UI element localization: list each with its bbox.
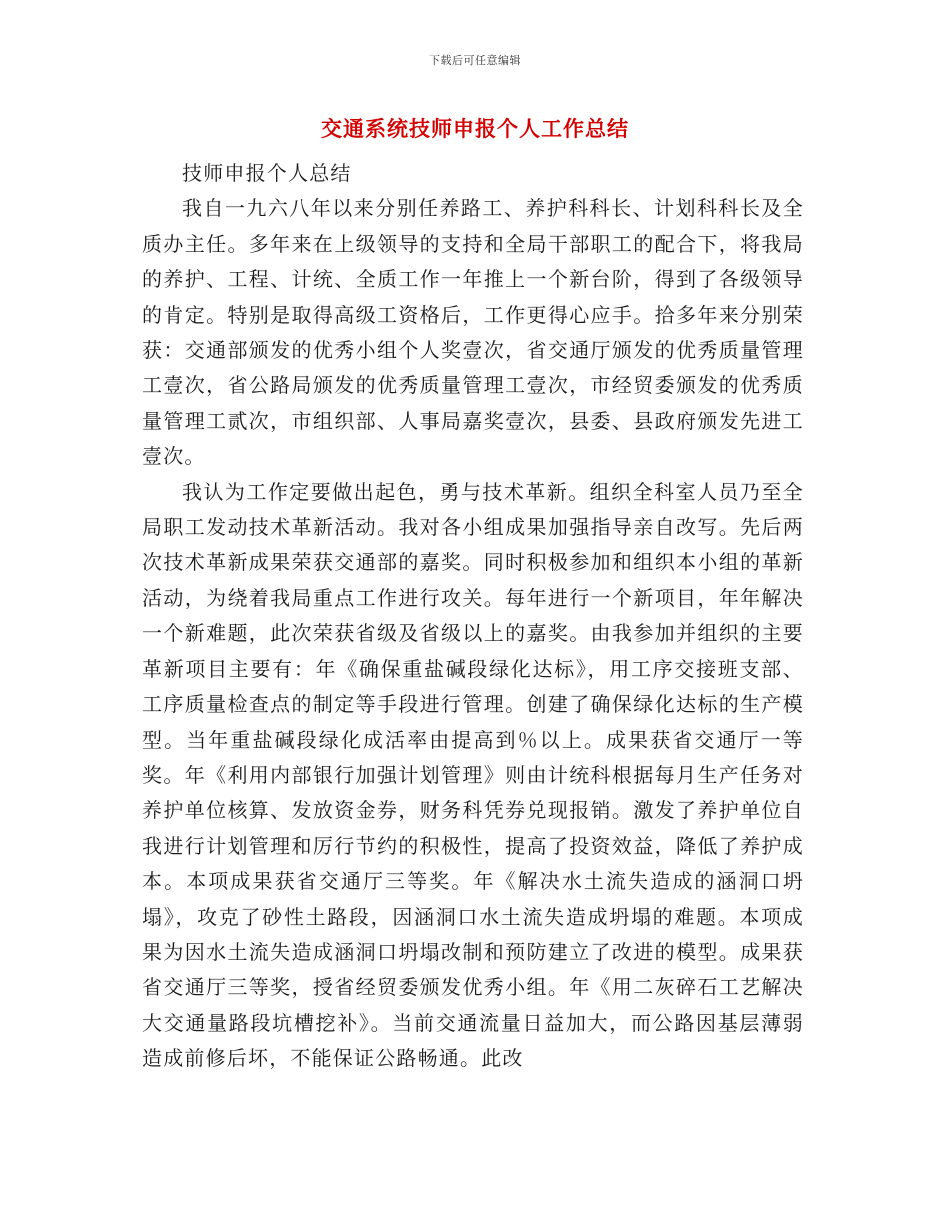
body-paragraph: 我自一九六八年以来分别任养路工、养护科科长、计划科科长及全质办主任。多年来在上级领导的支持和全局干部职工的配合下，将我局的养护、工程、计统、全质工作一年推上一个新台阶，得到了各级领导的肯定。特别是取得高级工资格后，工作更得心应手。拾多年来分别荣获：交通部颁发的优秀小组个人奖壹次，省交通厅颁发的优秀质量管理工壹次，省公路局颁发的优秀质量管理工壹次，市经贸委颁发的优秀质量管理工贰次，市组织部、人事局嘉奖壹次，县委、县政府颁发先进工壹次。	[142, 196, 804, 469]
subtitle-paragraph: 技师申报个人总结	[182, 161, 352, 185]
body-paragraph: 我认为工作定要做出起色，勇与技术革新。组织全科室人员乃至全局职工发动技术革新活动。我对各小组成果加强指导亲自改写。先后两次技术革新成果荣获交通部的嘉奖。同时积极参加和组织本小组的革新活动，为绕着我局重点工作进行攻关。每年进行一个新项目，年年解决一个新难题，此次荣获省级及省级以上的嘉奖。由我参加并组织的主要革新项目主要有：年《确保重盐碱段绿化达标》，用工序交接班支部、工序质量检查点的制定等手段进行管理。创建了确保绿化达标的生产模型。当年重盐碱段绿化成活率由提高到％以上。成果获省交通厅一等奖。年《利用内部银行加强计划管理》则由计统科根据每月生产任务对养护单位核算、发放资金券，财务科凭券兑现报销。激发了养护单位自我进行计划管理和厉行节约的积极性，提高了投资效益，降低了养护成本。本项成果获省交通厅三等奖。年《解决水土流失造成的涵洞口坍塌》，攻克了砂性土路段，因涵洞口水土流失造成坍塌的难题。本项成果为因水土流失造成涵洞口坍塌改制和预防建立了改进的模型。成果获省交通厅三等奖，授省经贸委颁发优秀小组。年《用二灰碎石工艺解决大交通量路段坑槽挖补》。当前交通流量日益加大，而公路因基层薄弱造成前修后坏，不能保证公路畅通。此改	[142, 479, 804, 1071]
document-body	[142, 156, 804, 1077]
header-note: 下载后可任意编辑	[429, 54, 521, 67]
document-title: 交通系统技师申报个人工作总结	[321, 117, 629, 141]
